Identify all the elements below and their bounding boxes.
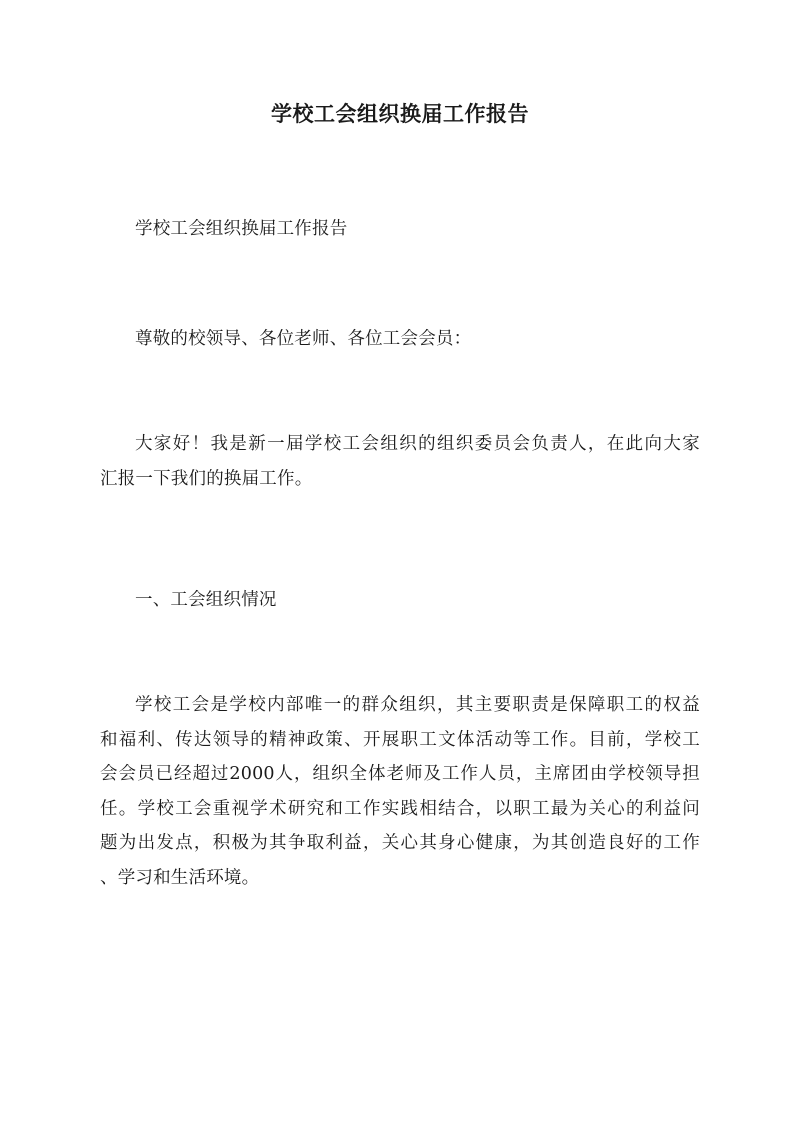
section1-line: 学校工会是学校内部唯一的群众组织，其主要职责是保障职工的权益 [135, 695, 700, 715]
section1-paragraph [100, 688, 700, 895]
subtitle-paragraph: 学校工会组织换届工作报告 [135, 219, 348, 239]
section1-line: 题为出发点，积极为其争取利益，关心其身心健康，为其创造良好的工作 [100, 833, 700, 853]
intro-paragraph [100, 427, 700, 496]
section1-line: 和福利、传达领导的精神政策、开展职工文体活动等工作。目前，学校工 [100, 729, 700, 750]
salutation-paragraph: 尊敬的校领导、各位老师、各位工会会员： [135, 329, 472, 349]
section1-line: 、学习和生活环境。 [100, 867, 260, 888]
intro-line: 汇报一下我们的换届工作。 [100, 468, 313, 489]
section1-line: 会会员已经超过2000人，组织全体老师及工作人员，主席团由学校领导担 [100, 764, 700, 784]
document-title: 学校工会组织换届工作报告 [271, 101, 529, 126]
intro-line: 大家好！我是新一届学校工会组织的组织委员会负责人，在此向大家 [135, 434, 700, 454]
section1-line: 任。学校工会重视学术研究和工作实践相结合，以职工最为关心的利益问 [100, 798, 700, 819]
section-heading: 一、工会组织情况 [135, 590, 277, 610]
